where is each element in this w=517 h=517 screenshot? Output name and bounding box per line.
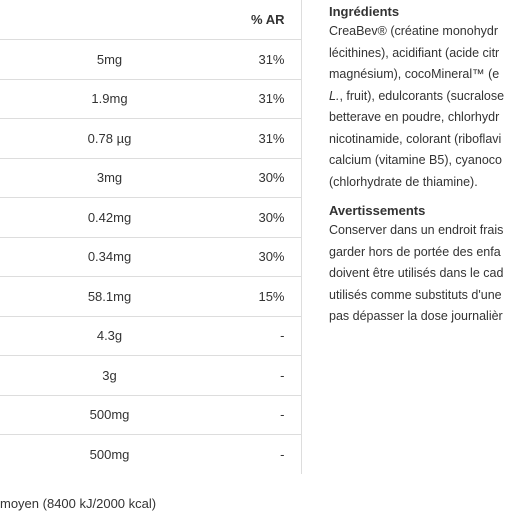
warnings-title: Avertissements (329, 203, 426, 218)
warnings-line: doivent être utilisés dans le cad (329, 266, 504, 280)
ingredients-line: magnésium), cocoMineral™ (e (329, 67, 500, 81)
ar-cell: 30% (219, 158, 301, 198)
ingredients-line: CreaBev® (créatine monohydr (329, 24, 499, 38)
ingredients-line: lécithines), acidifiant (acide citr (329, 45, 500, 60)
table-row (0, 316, 301, 356)
table-row (0, 79, 301, 119)
table-row (0, 158, 301, 198)
table-row (0, 237, 301, 277)
amount-cell: 1.9mg (0, 79, 219, 119)
ingredients-line: calcium (vitamine B5), cyanoco (329, 153, 502, 167)
ingredients-text (329, 21, 517, 193)
amount-cell: 500mg (0, 395, 219, 435)
ar-cell: 31% (219, 40, 301, 80)
warnings-line: utilisés comme substituts d'une (329, 287, 502, 302)
table-row (0, 40, 301, 80)
ar-cell: - (219, 435, 301, 475)
table-footnote: moyen (8400 kJ/2000 kcal) (0, 496, 157, 511)
warnings-line: pas dépasser la dose journalièr (329, 309, 503, 323)
table-row (0, 395, 301, 435)
amount-cell: 4.3g (0, 316, 219, 356)
table-header-row (0, 0, 301, 40)
ar-header: % AR (219, 0, 301, 40)
amount-cell: 3mg (0, 158, 219, 198)
ingredients-title: Ingrédients (329, 4, 400, 19)
ingredients-line: (chlorhydrate de thiamine). (329, 174, 478, 189)
amount-cell: 0.34mg (0, 237, 219, 277)
ingredients-line (329, 86, 517, 108)
table-row (0, 198, 301, 238)
ingredients-line-rest: , fruit), edulcorants (sucralose (339, 88, 505, 103)
ingredients-line: nicotinamide, colorant (riboflavi (329, 131, 502, 146)
table-row (0, 356, 301, 396)
ar-cell: - (219, 395, 301, 435)
amount-cell: 58.1mg (0, 277, 219, 317)
ar-cell: - (219, 316, 301, 356)
table-row (0, 435, 301, 475)
amount-cell: 5mg (0, 40, 219, 80)
amount-header (0, 0, 219, 40)
ar-cell: 31% (219, 79, 301, 119)
amount-cell: 0.42mg (0, 198, 219, 238)
amount-cell: 500mg (0, 435, 219, 475)
ingredients-latin-name: L. (329, 88, 340, 103)
warnings-line: garder hors de portée des enfa (329, 244, 501, 259)
table-body (0, 40, 301, 475)
amount-cell: 3g (0, 356, 219, 396)
warnings-text (329, 220, 517, 328)
table-row (0, 119, 301, 159)
warnings-line: Conserver dans un endroit frais (329, 223, 504, 237)
product-info-panel (329, 2, 517, 328)
amount-cell: 0.78 µg (0, 119, 219, 159)
ar-cell: 15% (219, 277, 301, 317)
table-row (0, 277, 301, 317)
ingredients-line: betterave en poudre, chlorhydr (329, 110, 500, 124)
ar-cell: 30% (219, 198, 301, 238)
ar-cell: 31% (219, 119, 301, 159)
ar-cell: - (219, 356, 301, 396)
ar-cell: 30% (219, 237, 301, 277)
